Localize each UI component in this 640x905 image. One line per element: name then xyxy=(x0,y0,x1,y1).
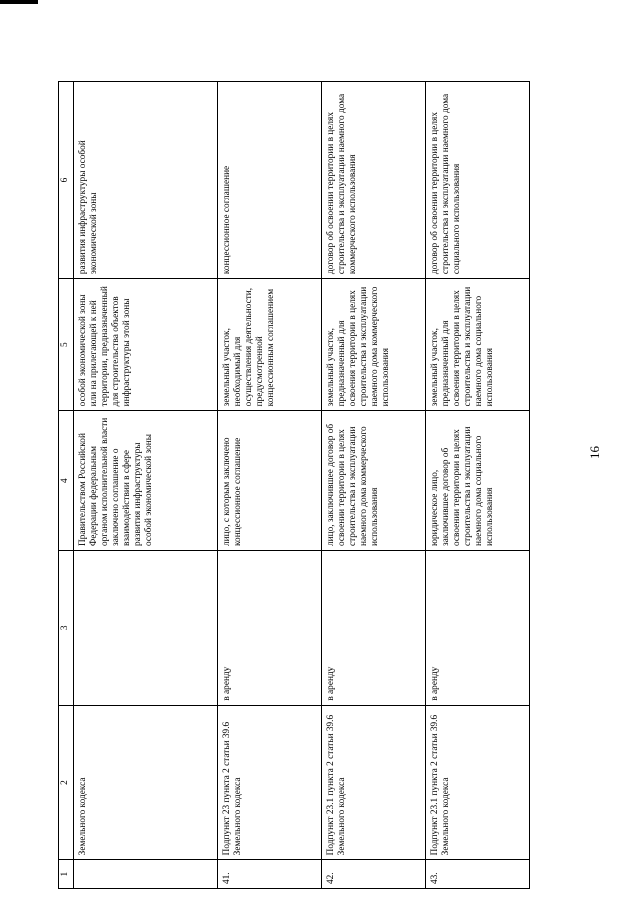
legal-basis-cell: Подпункт 23.1 пункта 2 статьи 39.6 Земельного кодекса xyxy=(426,705,530,860)
row-number-cell xyxy=(74,860,218,889)
documents-cell: договор об освоении территории в целях строительства и эксплуатации наемного дома коммерческого использования xyxy=(322,82,426,279)
right-type-cell: в аренду xyxy=(218,551,322,706)
documents-cell: концессионное соглашение xyxy=(218,82,322,279)
legal-basis-cell: Земельного кодекса xyxy=(74,705,218,860)
header-col-6: 6 xyxy=(59,82,74,279)
header-col-4: 4 xyxy=(59,411,74,551)
person-cell: юридическое лицо, заключившее договор об освоении территории в целях строительства и эксплуатации наемного дома социального использования xyxy=(426,411,530,551)
right-type-cell: в аренду xyxy=(426,551,530,706)
header-col-1: 1 xyxy=(59,860,74,889)
land-plot-cell: земельный участок, предназначенный для освоения территории в целях строительства и эксплуатации наемного дома социального использования xyxy=(426,279,530,411)
header-col-5: 5 xyxy=(59,279,74,411)
person-cell: лицо, с которым заключено концессионное соглашение xyxy=(218,411,322,551)
legal-basis-cell: Подпункт 23.1 пункта 2 статьи 39.6 Земельного кодекса xyxy=(322,705,426,860)
person-cell: Правительством Российской Федерации федеральным органом исполнительной власти заключено соглашение о взаимодействии в сфере развития инфраструктуры особой экономической зоны xyxy=(74,411,218,551)
table-row xyxy=(426,82,530,889)
documents-cell: развития инфраструктуры особой экономической зоны xyxy=(74,82,218,279)
person-cell: лицо, заключившее договор об освоении территории в целях строительства и эксплуатации наемного дома коммерческого использования xyxy=(322,411,426,551)
header-col-2: 2 xyxy=(59,705,74,860)
row-number-cell: 43. xyxy=(426,860,530,889)
right-type-cell xyxy=(74,551,218,706)
header-col-3: 3 xyxy=(59,551,74,706)
page-number: 16 xyxy=(587,446,602,459)
land-plot-cell: земельный участок, необходимый для осуществления деятельности, предусмотренной концессионным соглашением xyxy=(218,279,322,411)
right-type-cell: в аренду xyxy=(322,551,426,706)
documents-cell: договор об освоении территории в целях строительства и эксплуатации наемного дома социального использования xyxy=(426,82,530,279)
row-number-cell: 42. xyxy=(322,860,426,889)
table-row xyxy=(74,82,218,889)
land-plot-cell: земельный участок, предназначенный для освоения территории в целях строительства и эксплуатации наемного дома коммерческого использования xyxy=(322,279,426,411)
table-row xyxy=(322,82,426,889)
land-plot-table xyxy=(58,81,530,889)
row-number-cell: 41. xyxy=(218,860,322,889)
table-row xyxy=(218,82,322,889)
land-plot-cell: особой экономической зоны или на прилегающей к ней территории, предназначенный для строительства объектов инфраструктуры этой зоны xyxy=(74,279,218,411)
legal-basis-cell: Подпункт 23 пункта 2 статьи 39.6 Земельного кодекса xyxy=(218,705,322,860)
header-row xyxy=(59,82,74,889)
